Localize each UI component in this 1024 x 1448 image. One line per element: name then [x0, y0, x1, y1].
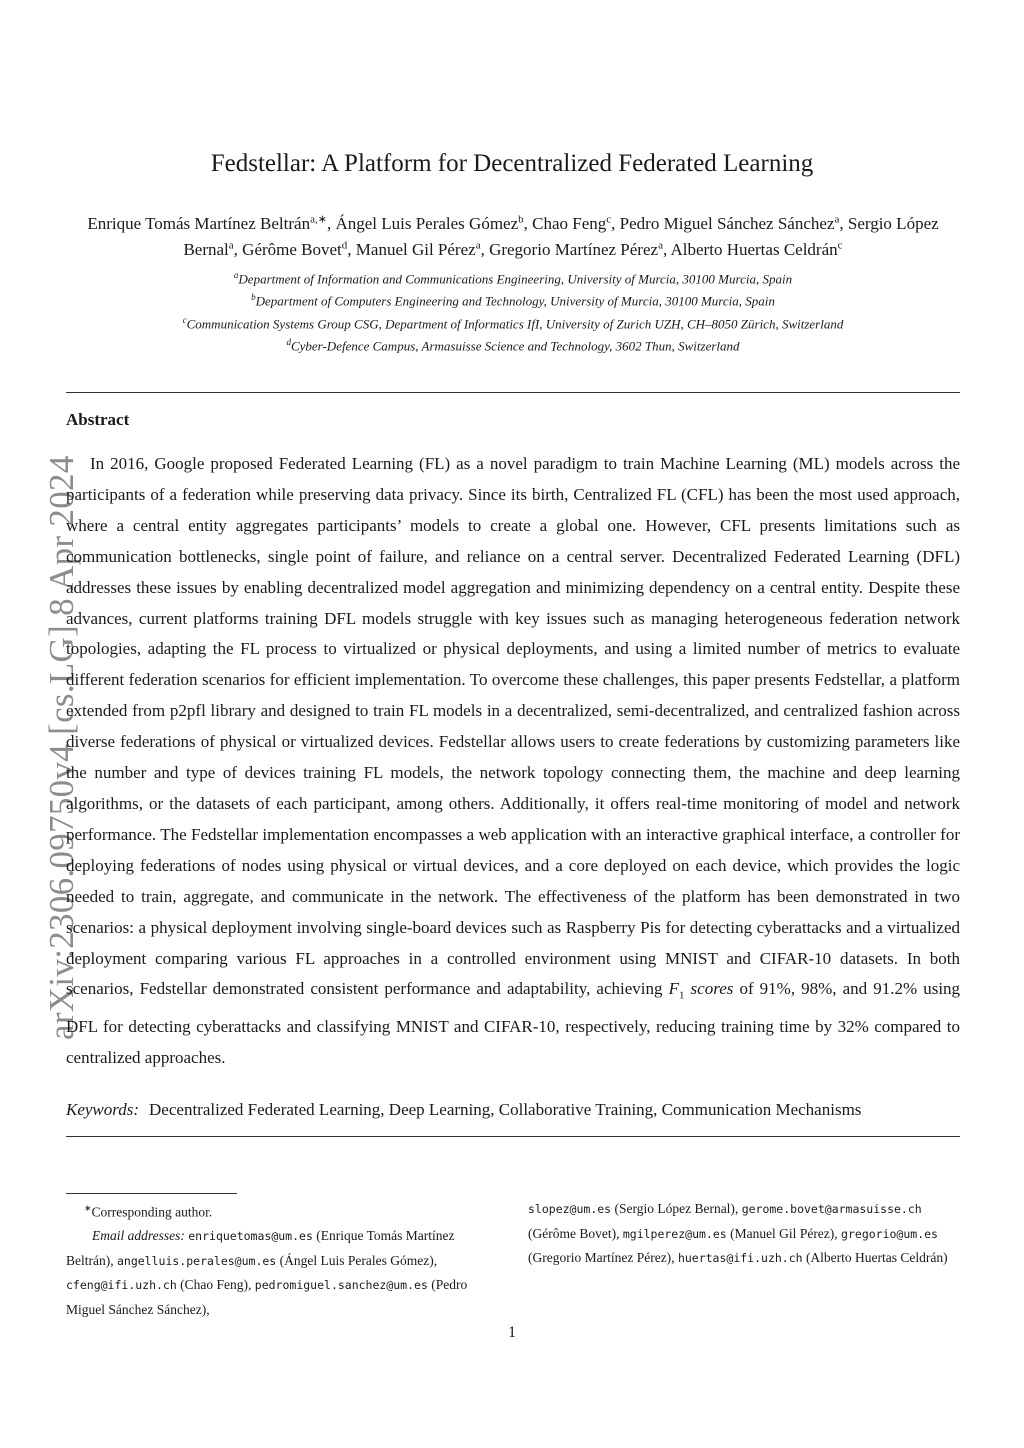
author-entry: Gérôme Bovet$^d$, — [242, 239, 356, 260]
corresponding-author-note: ∗Corresponding author. — [84, 1203, 213, 1220]
paper-title: Fedstellar: A Platform for Decentralized Federated Learning — [210, 150, 814, 177]
email-address[interactable]: cfeng@ifi.uzh.ch — [66, 1278, 177, 1292]
email-entry: enriquetomas@um.es (Enrique Tomás Martínez Beltrán), — [66, 1228, 455, 1268]
email-entry: pedromiguel.sanchez@um.es (Pedro Miguel Sánchez Sánchez), — [66, 1277, 468, 1317]
email-address[interactable]: slopez@um.es — [528, 1202, 612, 1216]
abstract-heading: Abstract — [66, 410, 130, 429]
keywords-text: Decentralized Federated Learning, Deep Learning, Collaborative Training, Communication Mechanisms — [149, 1100, 862, 1119]
email-address[interactable]: pedromiguel.sanchez@um.es — [254, 1278, 428, 1292]
author-list — [66, 208, 960, 261]
email-entry: slopez@um.es (Sergio López Bernal), — [528, 1201, 742, 1216]
email-entry: mgilperez@um.es (Manuel Gil Pérez), — [622, 1225, 842, 1241]
affiliation-item: $^d$Cyber-Defence Campus, Armasuisse Science and Technology, 3602 Thun, Switzerland — [286, 336, 740, 354]
email-entry: angelluis.perales@um.es (Ángel Luis Perales Gómez), — [116, 1252, 438, 1268]
footnote-right-column — [528, 1197, 960, 1271]
email-entry: gerome.bovet@armasuisse.ch (Gérôme Bovet), — [528, 1202, 922, 1241]
author-entry: Chao Feng$^c$, — [532, 213, 620, 233]
affiliation-item: $^b$Department of Computers Engineering and Technology, University of Murcia, 30100 Murcia, Spain — [251, 292, 775, 309]
footnote-left-column — [66, 1197, 490, 1321]
email-entry: cfeng@ifi.uzh.ch (Chao Feng), — [66, 1277, 255, 1292]
author-entry: Ángel Luis Perales Gómez$^b$, — [335, 213, 533, 233]
affiliation-item: $^c$Communication Systems Group CSG, Department of Informatics IfI, University of Zurich UZH, CH–8050 Zürich, Switzerland — [182, 314, 844, 331]
email-address[interactable]: huertas@ifi.uzh.ch — [677, 1251, 803, 1265]
email-list-left: Email addresses: enriquetomas@um.es (Enrique Tomás Martínez Beltrán), angelluis.perales@um.es (Ángel Luis Perales Gómez), cfeng@ifi.uzh.ch (Chao Feng), pedromiguel.sanchez@um.es (Pedro Miguel Sánchez Sánchez), — [66, 1228, 468, 1317]
page-number: 1 — [508, 1324, 516, 1341]
email-address[interactable]: gerome.bovet@armasuisse.ch — [741, 1202, 922, 1216]
email-address[interactable]: gregorio@um.es — [841, 1226, 938, 1241]
author-entry: Pedro Miguel Sánchez Sánchez$^a$, — [619, 213, 848, 233]
email-address[interactable]: enriquetomas@um.es — [188, 1229, 313, 1243]
arxiv-identifier-stamp: arXiv:2306.09750v4 [cs.LG] 8 Apr 2024 — [42, 455, 81, 1040]
email-address[interactable]: mgilperez@um.es — [622, 1226, 727, 1241]
author-entry: Sergio López Bernal$^a$, — [183, 213, 939, 260]
author-entry: Manuel Gil Pérez$^a$, — [355, 239, 490, 260]
abstract-body: In 2016, Google proposed Federated Learning (FL) as a novel paradigm to train Machine Learning (ML) models across the participants of a federation while preserving data privacy. Since its birth, Centralized FL (CFL) has been the most used approach, where a central entity aggregates participants’ models to create a global one. However, CFL presents limitations such as communication bottlenecks, single point of failure, and reliance on a central server. Decentralized Federated Learning (DFL) addresses these issues by enabling decentralized model aggregation and minimizing dependency on a central entity. Despite these advances, current platforms training DFL models struggle with key issues such as managing heterogeneous federation network topologies, adapting the FL process to virtualized or physical deployments, and using a limited number of metrics to evaluate different federation scenarios for efficient implementation. To overcome these challenges, this paper presents Fedstellar, a platform extended from p2pfl library and designed to train FL models in a decentralized, semi-decentralized, and centralized fashion across diverse federations of physical or virtualized devices. Fedstellar allows users to create federations by customizing parameters like the number and type of devices training FL models, the network topology connecting them, the machine and deep learning algorithms, or the datasets of each participant, among others. Additionally, it offers real-time monitoring of model and network performance. The Fedstellar implementation encompasses a web application with an interactive graphical interface, a controller for deploying federations of nodes using physical or virtual devices, and a core deployed on each device, which provides the logic needed to train, aggregate, and communicate in the network. The effectiveness of the platform has been demonstrated in two scenarios: a physical deployment involving single-board devices such as Raspberry Pis for detecting cyberattacks and a virtualized deployment comparing various FL approaches in a controlled environment using MNIST and CIFAR-10 datasets. In both scenarios, Fedstellar demonstrated consistent performance and adaptability, achieving $F_1$ scores of 91%, 98%, and 91.2% using DFL for detecting cyberattacks and classifying MNIST and CIFAR-10, respectively, reducing training time by 32% compared to centralized approaches. — [66, 454, 961, 1067]
top-rule — [66, 392, 960, 393]
bottom-rule — [66, 1136, 960, 1137]
footnote-rule — [66, 1193, 237, 1194]
email-entry: gregorio@um.es (Gregorio Martínez Pérez), — [528, 1226, 938, 1265]
author-entry: Gregorio Martínez Pérez$^a$, — [489, 239, 671, 260]
author-entry: Alberto Huertas Celdrán$^c$ — [670, 239, 843, 260]
email-address[interactable]: angelluis.perales@um.es — [116, 1253, 277, 1268]
keywords-label: Keywords: — [66, 1100, 140, 1119]
affiliation-item: $^a$Department of Information and Communications Engineering, University of Murcia, 30100 Murcia, Spain — [233, 270, 793, 287]
keywords-line — [66, 1100, 960, 1120]
author-entry: Enrique Tomás Martínez Beltrán$^{a,∗}$, — [87, 213, 336, 233]
email-entry: huertas@ifi.uzh.ch (Alberto Huertas Celdrán) — [677, 1250, 948, 1265]
affiliation-list — [66, 266, 960, 355]
